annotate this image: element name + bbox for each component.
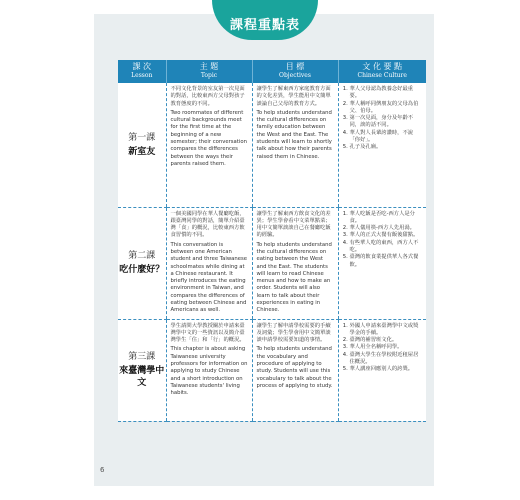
culture-cell: [338, 319, 426, 421]
culture-item: 2. 華人稱呼同儕朋友的父母為伯父、伯母。: [350, 101, 423, 116]
culture-cell: [338, 83, 426, 207]
lesson-cell: [118, 83, 166, 207]
course-summary-table-wrap: [118, 60, 426, 422]
topic-cell: [166, 207, 252, 319]
table-row: [118, 83, 426, 207]
culture-item: 1. 外國人申請來臺灣學中文或獎學金的手續。: [350, 323, 423, 338]
course-summary-table: [118, 60, 426, 422]
culture-item: 1. 華人吃飯是否吃-西方人是分食。: [350, 211, 423, 226]
culture-item: 3. 第一次見面，身分及年齡不同，談的話不同。: [350, 115, 423, 130]
culture-item: 3. 華人用全名稱呼同學。: [350, 344, 423, 351]
topic-cell: [166, 83, 252, 207]
header-topic: [166, 60, 252, 83]
objectives-zh: 讓學生了解申請學校需要的手續及詞彙；學生學會用中文簡單談談申請學校需要知道的事情。: [256, 322, 331, 344]
culture-list: [339, 86, 423, 152]
header-culture-en: Chinese Culture: [357, 72, 407, 79]
topic-en: Two roommates of different cultural backgrounds meet for the first time at the beginning of a new semester; their conversation compares the differences between the ways their parents raised them.: [170, 109, 247, 167]
lesson-name: 新室友: [128, 146, 156, 157]
culture-list: [339, 323, 423, 374]
table-header-row: [118, 60, 426, 83]
header-objectives: [252, 60, 338, 83]
header-lesson-zh: 課 次: [132, 62, 152, 71]
header-culture: [338, 60, 426, 83]
topic-en: This conversation is between one American student and three Taiwanese schoolmates while dining at a Chinese restaurant. It briefly introduces the eating environment in Taiwan, and compares the differences of eating between Chinese and Americans as well.: [170, 241, 248, 314]
culture-item: 4. 華人對人長輩誇讚時，不說「你好」。: [350, 130, 423, 145]
topic-cell: [166, 319, 252, 421]
culture-item: 5. 孔子及孔廟。: [350, 144, 423, 151]
objectives-en: To help students understand the cultural differences on eating between the West and the East. The students will learn to read Chinese menus and how to make an order. Students will also learn to talk about their experiences in eating in Chinese.: [256, 241, 332, 314]
table-row: [118, 207, 426, 319]
header-lesson: [118, 60, 166, 83]
topic-zh: 學生請問大學教授關於申請來臺灣學中文的一些資訊以及簡介臺灣學生「住」和「行」的概況。: [170, 322, 245, 344]
lesson-cell: [118, 319, 166, 421]
culture-item: 5. 華人講座回應別人的誇獎。: [350, 366, 423, 373]
lesson-name: 吃什麼好？: [119, 265, 165, 275]
objectives-cell: [252, 319, 338, 421]
culture-item: 2. 臺灣的補習班文化。: [350, 337, 423, 344]
culture-item: 5. 臺灣的飲食業提供華人各式餐飲。: [350, 254, 423, 269]
lesson-name: 來臺灣學中文: [119, 366, 165, 388]
topic-en: This chapter is about asking Taiwanese university professors for information on applying to study Chinese and a short introduction on Taiwanese students' living habits.: [170, 346, 248, 397]
culture-item: 1. 華人父母認為教養念好最重要。: [350, 86, 423, 101]
table-row: [118, 319, 426, 421]
header-topic-en: Topic: [200, 72, 218, 79]
header-topic-zh: 主 題: [199, 62, 219, 71]
header-lesson-en: Lesson: [131, 72, 153, 79]
header-objectives-en: Objectives: [279, 72, 311, 79]
lesson-cell: [118, 207, 166, 319]
topic-zh: 一個美國同學在華人餐廳吃飯，跟臺灣同學的對話，簡單介紹臺灣「食」的概況，比較東西方飲食習慣的不同。: [170, 210, 245, 239]
culture-list: [339, 211, 423, 269]
objectives-en: To help students understand the cultural differences on family education between the West and the East. The students will learn to shortly talk about how their parents raised them in Chinese.: [256, 109, 332, 160]
culture-item: 4. 臺灣大學生在學校附近租屋居住概況。: [350, 352, 423, 367]
lesson-number: 第一課: [128, 132, 156, 143]
culture-cell: [338, 207, 426, 319]
culture-item: 4. 有些華人吃的東西，西方人不吃。: [350, 240, 423, 255]
culture-item: 2. 華人儀用筷-西方人先用湯。: [350, 225, 423, 232]
lesson-number: 第二課: [128, 251, 156, 261]
objectives-en: To help students understand the vocabulary and procedure of applying to study. Students will use this vocabulary to talk about the process of applying to study.: [256, 346, 333, 389]
header-objectives-zh: 目 標: [285, 62, 305, 71]
objectives-cell: [252, 83, 338, 207]
page-title: 課程重點表: [229, 18, 300, 33]
lesson-number: 第三課: [128, 352, 156, 362]
topic-zh: 不同文化背景的室友第一次見面的對話，比較東西方父母對孩子教育態度的不同。: [170, 86, 245, 107]
culture-item: 3. 華人的正式大餐有飯後甜點。: [350, 232, 423, 239]
page-number: 6: [100, 466, 105, 474]
objectives-zh: 讓學生了解東西方家庭教育方面的文化差異，學生能用中文簡單談論自己父母的教育方式。: [256, 86, 331, 107]
header-culture-zh: 文 化 要 點: [362, 62, 403, 71]
objectives-zh: 讓學生了解東西方飲食文化的差異；學生學會看中文菜單點菜；用中文簡單談談自己在餐廳吃飯的經驗。: [256, 210, 331, 239]
objectives-cell: [252, 207, 338, 319]
